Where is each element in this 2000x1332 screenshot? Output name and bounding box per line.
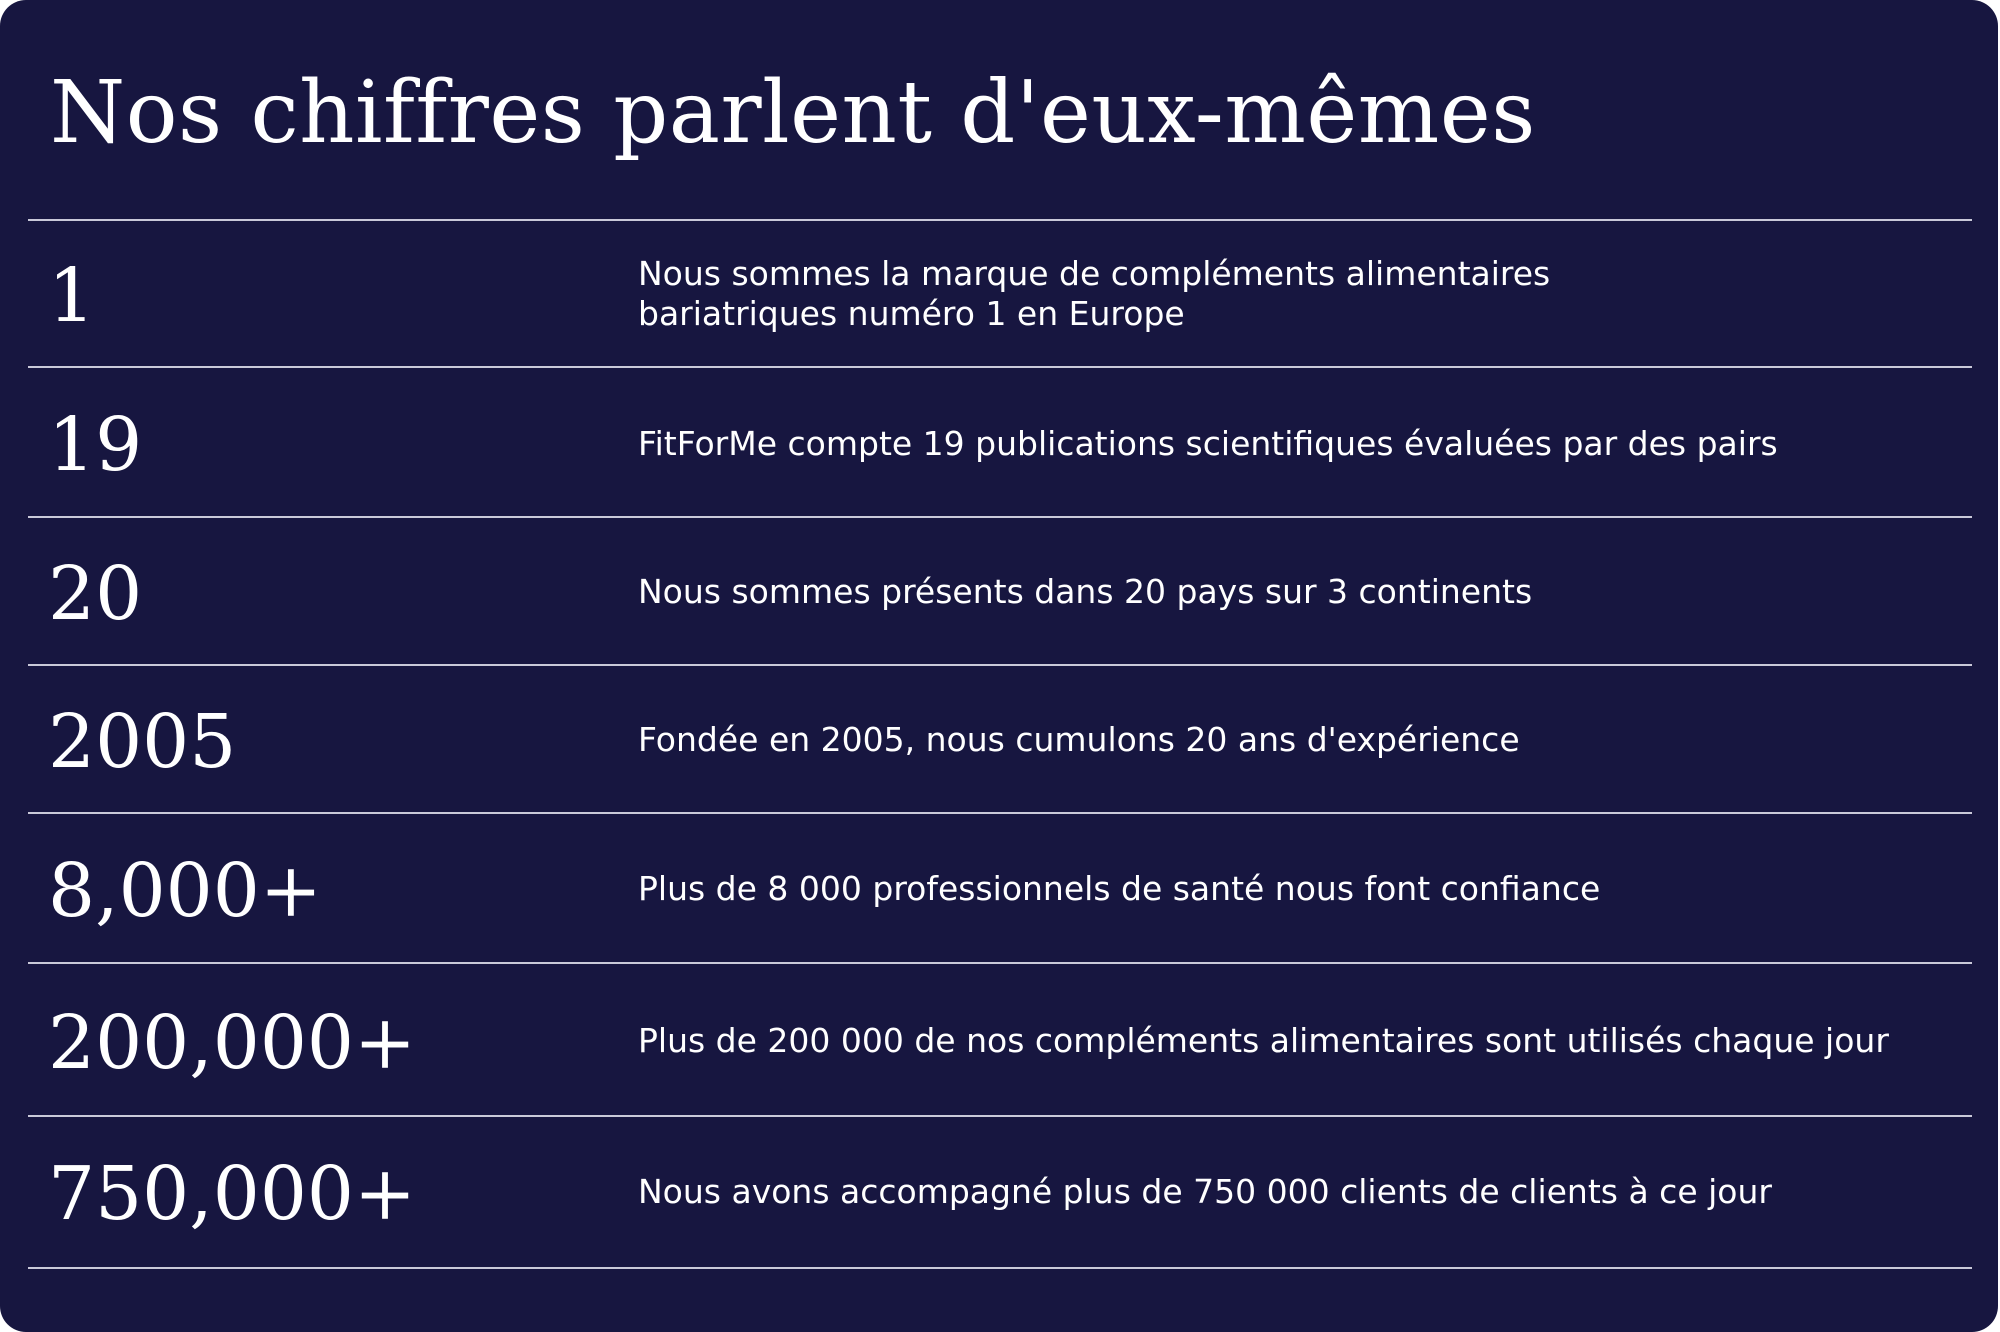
stat-description [638, 254, 1958, 334]
stat-number: 19 [48, 402, 143, 488]
stat-row [28, 221, 1972, 366]
stat-description-line: Plus de 200 000 de nos compléments alimentaires sont utilisés chaque jour [638, 1021, 1889, 1060]
stat-row [28, 368, 1972, 516]
stat-description [638, 869, 1958, 909]
divider [28, 1267, 1972, 1269]
stat-number: 1 [48, 253, 96, 339]
stat-row [28, 1117, 1972, 1267]
stat-row [28, 964, 1972, 1115]
stat-number: 200,000+ [48, 1000, 417, 1086]
stat-description-line: Fondée en 2005, nous cumulons 20 ans d'expérience [638, 720, 1520, 759]
stat-description-line: Nous sommes présents dans 20 pays sur 3 continents [638, 572, 1533, 611]
stat-description [638, 424, 1958, 464]
stat-description-line: Plus de 8 000 professionnels de santé nous font confiance [638, 869, 1601, 908]
stat-description-line: FitForMe compte 19 publications scientifiques évaluées par des pairs [638, 424, 1778, 463]
stat-description-line: Nous avons accompagné plus de 750 000 clients de clients à ce jour [638, 1172, 1772, 1211]
stat-description-line: Nous sommes la marque de compléments alimentaires [638, 254, 1551, 293]
page-title: Nos chiffres parlent d'eux-mêmes [50, 63, 1536, 163]
stat-description-line: bariatriques numéro 1 en Europe [638, 294, 1185, 333]
stat-description [638, 1172, 1958, 1212]
stat-description [638, 572, 1958, 612]
stat-number: 20 [48, 551, 143, 637]
stat-number: 8,000+ [48, 848, 322, 934]
stat-description [638, 1021, 1958, 1061]
stat-number: 2005 [48, 699, 237, 785]
stat-description [638, 720, 1958, 760]
stat-row [28, 814, 1972, 962]
stat-row [28, 666, 1972, 812]
stat-number: 750,000+ [48, 1151, 417, 1237]
stat-row [28, 518, 1972, 664]
